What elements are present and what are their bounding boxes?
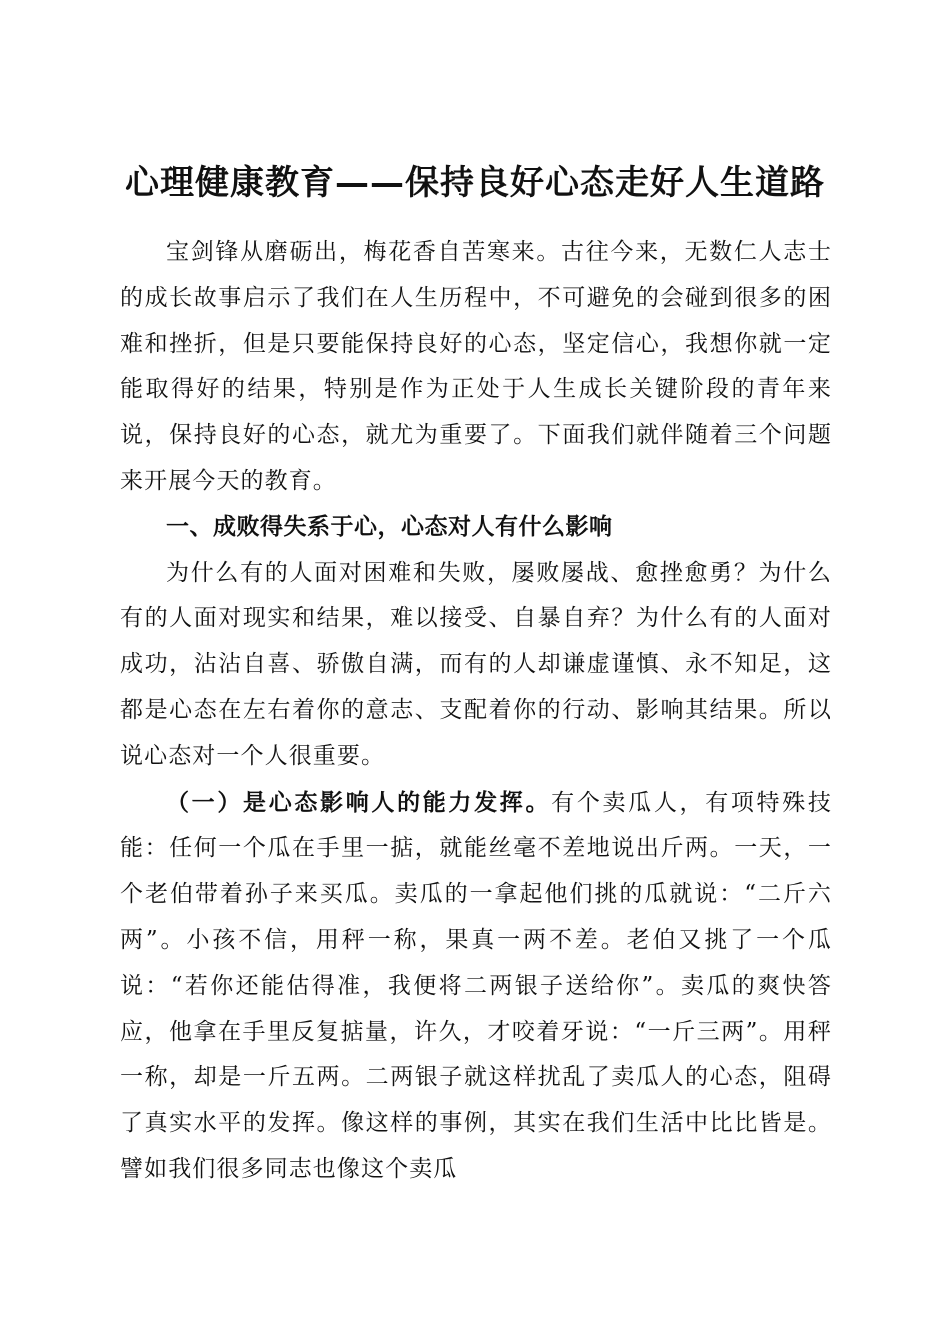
section-1-heading: 一、成败得失系于心，心态对人有什么影响 [166, 513, 613, 540]
intro-paragraph: 宝剑锋从磨砺出，梅花香自苦寒来。古往今来，无数仁人志士的成长故事启示了我们在人生历程中，不可避免的会碰到很多的困难和挫折，但是只要能保持良好的心态，坚定信心，我想你就一定能取得好的结果，特别是作为正处于人生成长关键阶段的青年来说，保持良好的心态，就尤为重要了。下面我们就伴随着三个问题来开展今天的教育。 [120, 239, 832, 494]
subsection-1-lead: （一）是心态影响人的能力发挥。 [166, 788, 552, 816]
subsection-1-text: 有个卖瓜人，有项特殊技能：任何一个瓜在手里一掂，就能丝毫不差地说出斤两。一天，一个老伯带着孙子来买瓜。卖瓜的一拿起他们挑的瓜就说：“二斤六两”。小孩不信，用秤一称，果真一两不差。老伯又挑了一个瓜说：“若你还能估得准，我便将二两银子送给你”。卖瓜的爽快答应，他拿在手里反复掂量，许久，才咬着牙说：“一斤三两”。用秤一称，却是一斤五两。二两银子就这样扰乱了卖瓜人的心态，阻碍了真实水平的发挥。像这样的事例，其实在我们生活中比比皆是。譬如我们很多同志也像这个卖瓜 [120, 789, 832, 1182]
section-1-paragraph: 为什么有的人面对困难和失败，屡败屡战、愈挫愈勇？为什么有的人面对现实和结果，难以接受、自暴自弃？为什么有的人面对成功，沾沾自喜、骄傲自满，而有的人却谦虚谨慎、永不知足，这都是心态在左右着你的意志、支配着你的行动、影响其结果。所以说心态对一个人很重要。 [120, 559, 832, 769]
document-title: 心理健康教育——保持良好心态走好人生道路 [125, 162, 825, 203]
document-body [120, 230, 832, 1193]
subsection-1-paragraph [120, 780, 832, 1193]
